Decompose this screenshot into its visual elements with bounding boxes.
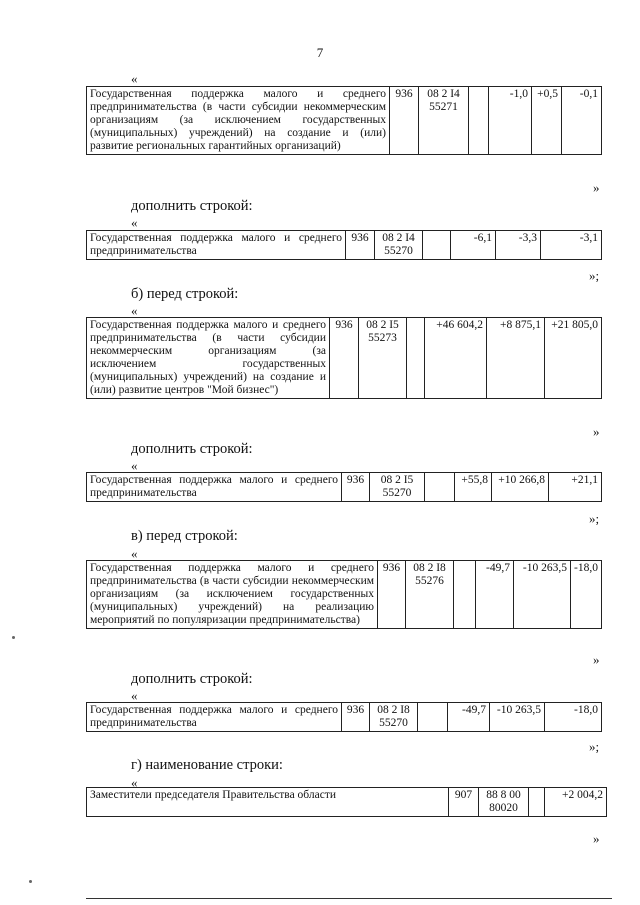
row-value-2: -3,3 [496, 231, 541, 260]
section-heading: г) наименование строки: [131, 757, 283, 773]
row-value-1 [529, 788, 545, 817]
row-kind [454, 561, 476, 629]
page-edge-line [86, 898, 612, 899]
row-value-3: +21 805,0 [545, 318, 602, 399]
open-quote: « [131, 546, 138, 561]
open-quote: « [131, 458, 138, 473]
row-value-1: -1,0 [489, 87, 532, 155]
row-name: Государственная поддержка малого и среднего предпринимательства [87, 473, 342, 502]
row-section: 88 8 00 80020 [479, 788, 529, 817]
row-code: 907 [449, 788, 479, 817]
open-quote: « [131, 775, 138, 790]
budget-table-row [86, 472, 602, 502]
row-value-3: -18,0 [571, 561, 602, 629]
row-value-2: -10 263,5 [490, 703, 545, 732]
row-section: 08 2 I4 55270 [375, 231, 423, 260]
close-quote: » [593, 180, 600, 195]
row-value-2: -10 263,5 [514, 561, 571, 629]
row-name: Государственная поддержка малого и среднего предпринимательства (в части субсидии некоммерческим организациям (за исключением государственных (муниципальных) учреждений) на создание и (или) развитие центров "Мой бизнес") [87, 318, 330, 399]
row-value-2: +0,5 [532, 87, 562, 155]
section-heading: в) перед строкой: [131, 528, 238, 544]
row-code: 936 [346, 231, 375, 260]
row-value-3: -18,0 [545, 703, 602, 732]
open-quote: « [131, 215, 138, 230]
row-name: Заместители председателя Правительства области [87, 788, 449, 817]
open-quote: « [131, 303, 138, 318]
row-value-1: -6,1 [451, 231, 496, 260]
row-value-1: -49,7 [476, 561, 514, 629]
close-quote: » [593, 652, 600, 667]
budget-table-row [86, 86, 602, 155]
row-code: 936 [342, 703, 370, 732]
row-code: 936 [330, 318, 359, 399]
row-section: 08 2 I8 55270 [370, 703, 418, 732]
row-value-3: -3,1 [541, 231, 602, 260]
budget-table-row [86, 317, 602, 399]
close-quote-semicolon: »; [589, 739, 600, 754]
row-code: 936 [390, 87, 419, 155]
row-kind [469, 87, 489, 155]
row-kind [407, 318, 425, 399]
row-kind [418, 703, 448, 732]
row-value-3: +21,1 [549, 473, 602, 502]
budget-table-row [86, 560, 602, 629]
budget-table-row [86, 230, 602, 260]
section-heading: б) перед строкой: [131, 286, 239, 302]
scan-speck [29, 880, 32, 883]
row-value-1: -49,7 [448, 703, 490, 732]
row-name: Государственная поддержка малого и среднего предпринимательства [87, 703, 342, 732]
row-name: Государственная поддержка малого и среднего предпринимательства (в части субсидии некоммерческим организациям (за исключением государственных (муниципальных) учреждений) на реализацию мероприятий по популяризации предпринимательства) [87, 561, 378, 629]
row-value-1: +55,8 [455, 473, 492, 502]
row-section: 08 2 I4 55271 [419, 87, 469, 155]
row-value-1: +46 604,2 [425, 318, 487, 399]
row-section: 08 2 I8 55276 [406, 561, 454, 629]
close-quote-semicolon: »; [589, 268, 600, 283]
scan-speck [12, 636, 15, 639]
budget-table-row [86, 787, 607, 817]
section-heading: дополнить строкой: [131, 671, 253, 687]
row-value-2: +10 266,8 [492, 473, 549, 502]
close-quote: » [593, 831, 600, 846]
row-kind [423, 231, 451, 260]
row-kind [425, 473, 455, 502]
row-code: 936 [342, 473, 370, 502]
budget-table-row [86, 702, 602, 732]
section-heading: дополнить строкой: [131, 441, 253, 457]
row-name: Государственная поддержка малого и среднего предпринимательства [87, 231, 346, 260]
row-code: 936 [378, 561, 406, 629]
page-number: 7 [316, 45, 324, 60]
close-quote-semicolon: »; [589, 511, 600, 526]
open-quote: « [131, 71, 138, 86]
open-quote: « [131, 688, 138, 703]
row-name: Государственная поддержка малого и среднего предпринимательства (в части субсидии некоммерческим организациям (за исключением государственных (муниципальных) учреждений) на создание и (или) развитие региональных гарантийных организаций) [87, 87, 390, 155]
row-section: 08 2 I5 55270 [370, 473, 425, 502]
row-value-2: +8 875,1 [487, 318, 545, 399]
row-value-3: -0,1 [562, 87, 602, 155]
section-heading: дополнить строкой: [131, 198, 253, 214]
close-quote: » [593, 424, 600, 439]
row-section: 08 2 I5 55273 [359, 318, 407, 399]
row-value-2: +2 004,2 [545, 788, 607, 817]
